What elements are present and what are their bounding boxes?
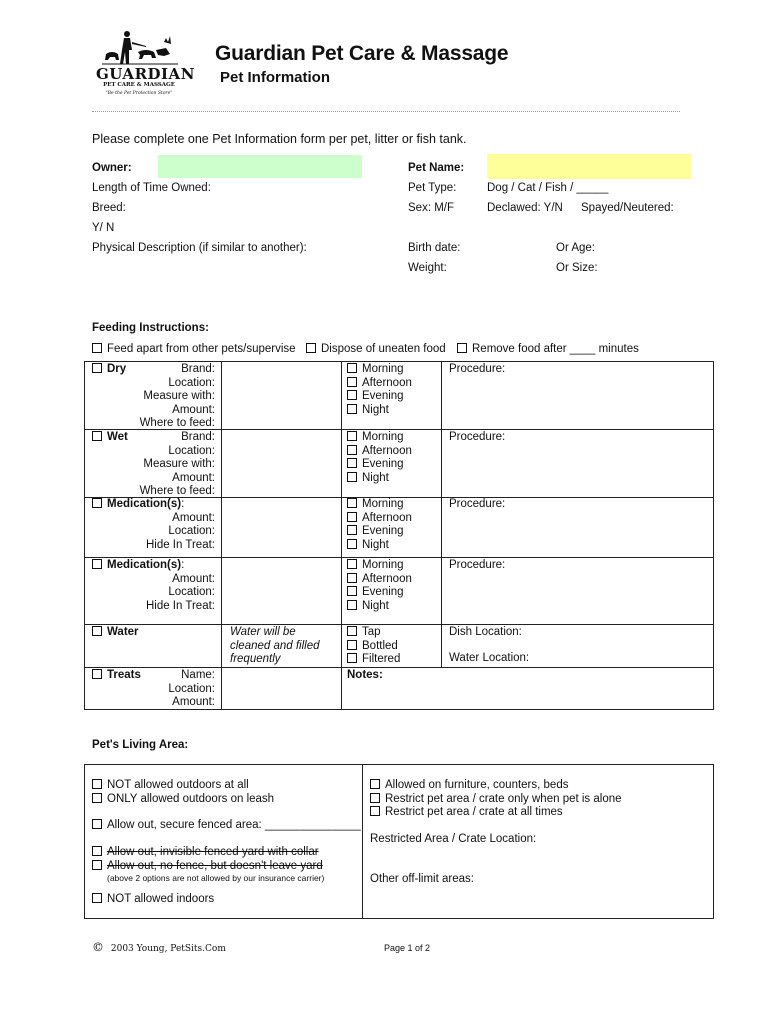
restricted-location-label: Restricted Area / Crate Location: — [370, 833, 537, 845]
dish-location-label: Dish Location: — [449, 626, 522, 638]
med1-evening-option[interactable]: Evening — [347, 525, 404, 539]
owner-field[interactable] — [158, 155, 362, 178]
bottled-option[interactable]: Bottled — [347, 640, 398, 654]
wet-brand-label: Brand: — [181, 431, 215, 443]
pet-name-field[interactable] — [487, 154, 691, 179]
intro-text: Please complete one Pet Information form per pet, litter or fish tank. — [92, 132, 467, 146]
declawed-label: Declawed: Y/N — [487, 202, 563, 214]
water-checkbox[interactable] — [92, 626, 102, 636]
only-leash-checkbox[interactable] — [92, 793, 102, 803]
wet-amount-label: Amount: — [172, 471, 215, 484]
wet-afternoon-checkbox[interactable] — [347, 445, 357, 455]
treats-checkbox[interactable] — [92, 669, 102, 679]
fenced-option[interactable]: Allow out, secure fenced area: _______________ — [92, 819, 361, 833]
not-outdoors-checkbox[interactable] — [92, 779, 102, 789]
dry-afternoon-checkbox[interactable] — [347, 377, 357, 387]
wet-checkbox[interactable] — [92, 431, 102, 441]
weight-label: Weight: — [408, 262, 447, 274]
logo-text: GUARDIAN — [96, 65, 195, 83]
medication2-checkbox[interactable] — [92, 559, 102, 569]
dry-option[interactable]: Dry — [92, 363, 126, 377]
med1-night-option[interactable]: Night — [347, 539, 389, 553]
medication1-hide-label: Hide In Treat: — [145, 538, 215, 551]
bottled-checkbox[interactable] — [347, 640, 357, 650]
med2-afternoon-option[interactable]: Afternoon — [347, 573, 412, 587]
medication2-hide-label: Hide In Treat: — [145, 599, 215, 612]
tap-checkbox[interactable] — [347, 626, 357, 636]
pet-name-label: Pet Name: — [408, 162, 465, 174]
no-fence-checkbox[interactable] — [92, 860, 102, 870]
med1-night-checkbox[interactable] — [347, 539, 357, 549]
filtered-option[interactable]: Filtered — [347, 653, 400, 667]
treats-name-label: Name: — [181, 669, 215, 681]
length-owned-label: Length of Time Owned: — [92, 182, 211, 194]
header-divider — [92, 111, 680, 112]
restrict-alone-checkbox[interactable] — [370, 793, 380, 803]
size-label: Or Size: — [556, 262, 598, 274]
invisible-fence-option[interactable]: Allow out, invisible fenced yard with collar — [92, 846, 319, 860]
feed-apart-option[interactable]: Feed apart from other pets/supervise — [92, 343, 296, 357]
tap-option[interactable]: Tap — [347, 626, 381, 640]
water-option[interactable]: Water — [92, 626, 139, 640]
restrict-all-checkbox[interactable] — [370, 806, 380, 816]
med2-evening-checkbox[interactable] — [347, 586, 357, 596]
med2-morning-checkbox[interactable] — [347, 559, 357, 569]
water-location-label: Water Location: — [449, 652, 530, 664]
treats-option[interactable]: Treats — [92, 669, 141, 683]
dispose-checkbox[interactable] — [306, 343, 316, 353]
medication1-amount-label: Amount: — [172, 511, 215, 524]
med2-night-checkbox[interactable] — [347, 600, 357, 610]
wet-option[interactable]: Wet — [92, 431, 128, 445]
wet-night-checkbox[interactable] — [347, 472, 357, 482]
restrict-alone-option[interactable]: Restrict pet area / crate only when pet is alone — [370, 793, 622, 807]
filtered-checkbox[interactable] — [347, 653, 357, 663]
dry-morning-checkbox[interactable] — [347, 363, 357, 373]
dry-procedure-label: Procedure: — [449, 363, 506, 375]
copyright — [92, 940, 226, 954]
furniture-option[interactable]: Allowed on furniture, counters, beds — [370, 779, 568, 793]
wet-night-option[interactable]: Night — [347, 472, 389, 486]
only-leash-option[interactable]: ONLY allowed outdoors on leash — [92, 793, 274, 807]
wet-afternoon-option[interactable]: Afternoon — [347, 445, 412, 459]
dry-night-checkbox[interactable] — [347, 404, 357, 414]
furniture-checkbox[interactable] — [370, 779, 380, 789]
wet-measure-label: Measure with: — [143, 458, 215, 470]
invisible-fence-checkbox[interactable] — [92, 846, 102, 856]
remove-food-option[interactable]: Remove food after ____ minutes — [457, 343, 639, 357]
not-indoors-checkbox[interactable] — [92, 893, 102, 903]
dry-evening-checkbox[interactable] — [347, 390, 357, 400]
wet-procedure-label: Procedure: — [449, 431, 506, 443]
remove-food-checkbox[interactable] — [457, 343, 467, 353]
logo-tagline: "Be the Pet Protection Store" — [105, 91, 173, 96]
living-area-heading: Pet's Living Area: — [92, 739, 189, 751]
wet-location-label: Location: — [168, 444, 215, 457]
treats-amount-label: Amount: — [172, 696, 215, 708]
medication1-location-label: Location: — [168, 525, 215, 537]
dry-evening-option[interactable]: Evening — [347, 390, 404, 404]
dry-measure-label: Measure with: — [143, 390, 215, 402]
guardian-logo — [94, 28, 195, 102]
med1-morning-option[interactable]: Morning — [347, 498, 404, 512]
dry-morning-option[interactable]: Morning — [347, 363, 404, 377]
yn-label: Y/ N — [92, 222, 115, 234]
water-note-line3: frequently — [230, 653, 281, 665]
med2-procedure-label: Procedure: — [449, 559, 506, 571]
page-number: Page 1 of 2 — [384, 943, 431, 953]
age-label: Or Age: — [556, 242, 595, 254]
dry-amount-label: Amount: — [172, 403, 215, 416]
med1-evening-checkbox[interactable] — [347, 525, 357, 535]
dry-location-label: Location: — [168, 376, 215, 389]
physical-label: Physical Description (if similar to another): — [92, 242, 307, 254]
dry-checkbox[interactable] — [92, 363, 102, 373]
not-indoors-option[interactable]: NOT allowed indoors — [92, 893, 214, 907]
dry-afternoon-option[interactable]: Afternoon — [347, 377, 412, 391]
med2-evening-option[interactable]: Evening — [347, 586, 404, 600]
sex-label: Sex: M/F — [408, 202, 455, 214]
page-title: Guardian Pet Care & Massage — [215, 42, 509, 65]
med1-morning-checkbox[interactable] — [347, 498, 357, 508]
dispose-option[interactable]: Dispose of uneaten food — [306, 343, 446, 357]
wet-morning-checkbox[interactable] — [347, 431, 357, 441]
not-outdoors-option[interactable]: NOT allowed outdoors at all — [92, 779, 249, 793]
page-subtitle: Pet Information — [220, 69, 331, 86]
owner-label: Owner: — [92, 162, 132, 174]
medication2-amount-label: Amount: — [172, 572, 215, 585]
wet-where-label: Where to feed: — [139, 485, 215, 497]
medication2-location-label: Location: — [168, 586, 215, 598]
pet-type-options: Dog / Cat / Fish / _____ — [487, 182, 609, 194]
copyright-text: 2003 Young, PetSits.Com — [110, 944, 226, 954]
medication1-checkbox[interactable] — [92, 498, 102, 508]
dry-where-label: Where to feed: — [139, 417, 215, 429]
feeding-heading: Feeding Instructions: — [92, 322, 209, 334]
wet-evening-option[interactable]: Evening — [347, 458, 404, 472]
restrict-all-option[interactable]: Restrict pet area / crate at all times — [370, 806, 563, 820]
no-fence-option[interactable]: Allow out, no fence, but doesn't leave yard — [92, 860, 323, 874]
copyright-icon: © — [92, 940, 104, 954]
feed-apart-checkbox[interactable] — [92, 343, 102, 353]
wet-morning-option[interactable]: Morning — [347, 431, 404, 445]
treats-location-label: Location: — [168, 682, 215, 695]
wet-evening-checkbox[interactable] — [347, 458, 357, 468]
medication2-option[interactable]: Medication(s): — [92, 559, 184, 573]
water-note-line1: Water will be — [230, 626, 296, 638]
logo-subtext: PET CARE & MASSAGE — [103, 82, 175, 88]
med1-afternoon-option[interactable]: Afternoon — [347, 512, 412, 526]
fenced-checkbox[interactable] — [92, 819, 102, 829]
dry-brand-label: Brand: — [181, 363, 215, 375]
medication1-option[interactable]: Medication(s): — [92, 498, 184, 512]
water-note-line2: cleaned and filled — [230, 639, 320, 652]
spayed-label: Spayed/Neutered: — [581, 202, 674, 214]
med1-afternoon-checkbox[interactable] — [347, 512, 357, 522]
insurance-note: (above 2 options are not allowed by our insurance carrier) — [107, 873, 325, 883]
birth-date-label: Birth date: — [408, 242, 461, 254]
dry-night-option[interactable]: Night — [347, 404, 389, 418]
pet-type-label: Pet Type: — [408, 182, 457, 194]
notes-label: Notes: — [347, 669, 383, 681]
med2-afternoon-checkbox[interactable] — [347, 573, 357, 583]
med2-morning-option[interactable]: Morning — [347, 559, 404, 573]
breed-label: Breed: — [92, 202, 126, 214]
off-limit-label: Other off-limit areas: — [370, 873, 474, 885]
med2-night-option[interactable]: Night — [347, 600, 389, 614]
med1-procedure-label: Procedure: — [449, 498, 506, 510]
